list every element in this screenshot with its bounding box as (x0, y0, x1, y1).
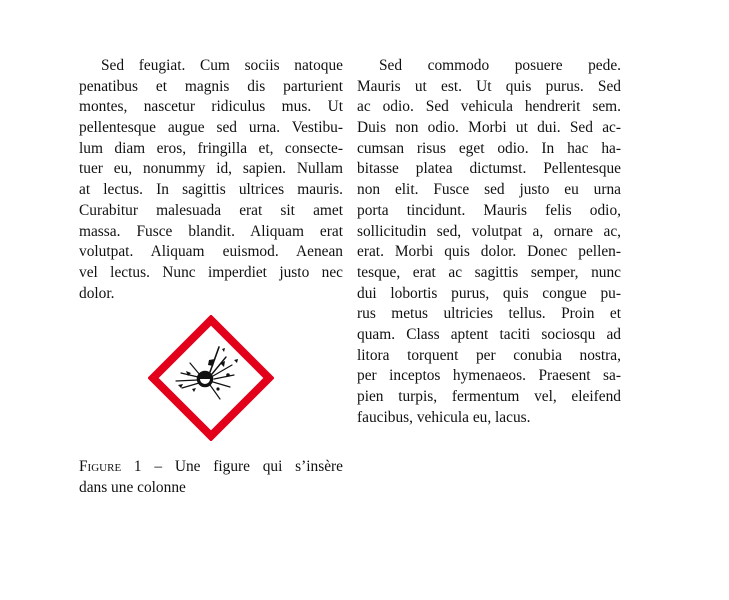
paragraph-line: Sed commodo posuere pede. (379, 57, 621, 74)
paragraph-line: porta tincidunt. Mauris felis odio, (357, 201, 621, 219)
paragraph-line: non elit. Fusce sed justo eu urna (357, 181, 621, 199)
paragraph-line: quam. Class aptent taciti sociosqu ad (357, 325, 621, 343)
caption-text-1: Une figure qui s’insère (174, 458, 344, 475)
paragraph-line: pien turpis, fermentum vel, eleifend (357, 388, 621, 405)
paragraph-line: litora torquent per conubia nostra, (357, 346, 621, 364)
paragraph-line: ac odio. Sed vehicula hendrerit sem. (357, 98, 621, 116)
paragraph-line: rus metus ultricies tellus. Proin et (357, 305, 621, 323)
paragraph-line: pellentesque augue sed urna. Vestibu- (79, 119, 343, 137)
paragraph-line: Duis non odio. Morbi ut dui. Sed ac- (357, 119, 621, 137)
paragraph-line: dui lobortis purus, quis congue pu- (357, 284, 621, 302)
right-column (357, 56, 621, 428)
paragraph-line: per inceptos hymenaeos. Praesent sa- (357, 367, 621, 385)
paragraph-line: montes, nascetur ridiculus mus. Ut (79, 98, 343, 116)
caption-line-1 (79, 456, 343, 477)
caption-line-2: dans une colonne (79, 478, 186, 496)
paragraph-line: sollicitudin sed, volutpat a, ornare ac, (357, 222, 621, 240)
paragraph-line: bitasse platea dictumst. Pellentesque (357, 160, 621, 178)
explosive-hazard-icon (148, 315, 274, 441)
left-column (79, 56, 343, 304)
paragraph-line: at lectus. In sagittis ultrices mauris. (79, 181, 343, 199)
paragraph-line: faucibus, vehicula eu, lacus. (357, 408, 531, 426)
paragraph-line: massa. Fusce blandit. Aliquam erat (79, 222, 343, 240)
paragraph-line: dolor. (79, 284, 115, 302)
paragraph-line: Sed feugiat. Cum sociis natoque (101, 57, 343, 74)
paragraph-line: tesque, erat ac sagittis semper, nunc (357, 263, 621, 281)
paragraph-line: cumsan risus eget odio. In hac ha- (357, 139, 621, 157)
caption-label: Figure 1 (79, 458, 142, 475)
paragraph-line: erat. Morbi quis dolor. Donec pellen- (357, 243, 621, 261)
paragraph-line: lum diam eros, fringilla et, consecte- (79, 139, 343, 157)
figure-caption (79, 456, 343, 497)
figure (148, 315, 274, 441)
paragraph-line: penatibus et magnis dis parturient (79, 77, 343, 95)
caption-separator: – (141, 458, 175, 475)
paragraph-line: tuer eu, nonummy id, sapien. Nullam (79, 160, 343, 178)
paragraph-line: Curabitur malesuada erat sit amet (79, 201, 343, 219)
paragraph-line: volutpat. Aliquam euismod. Aenean (79, 243, 343, 261)
paragraph-line: vel lectus. Nunc imperdiet justo nec (79, 263, 343, 281)
paragraph-line: Mauris ut est. Ut quis purus. Sed (357, 77, 621, 95)
